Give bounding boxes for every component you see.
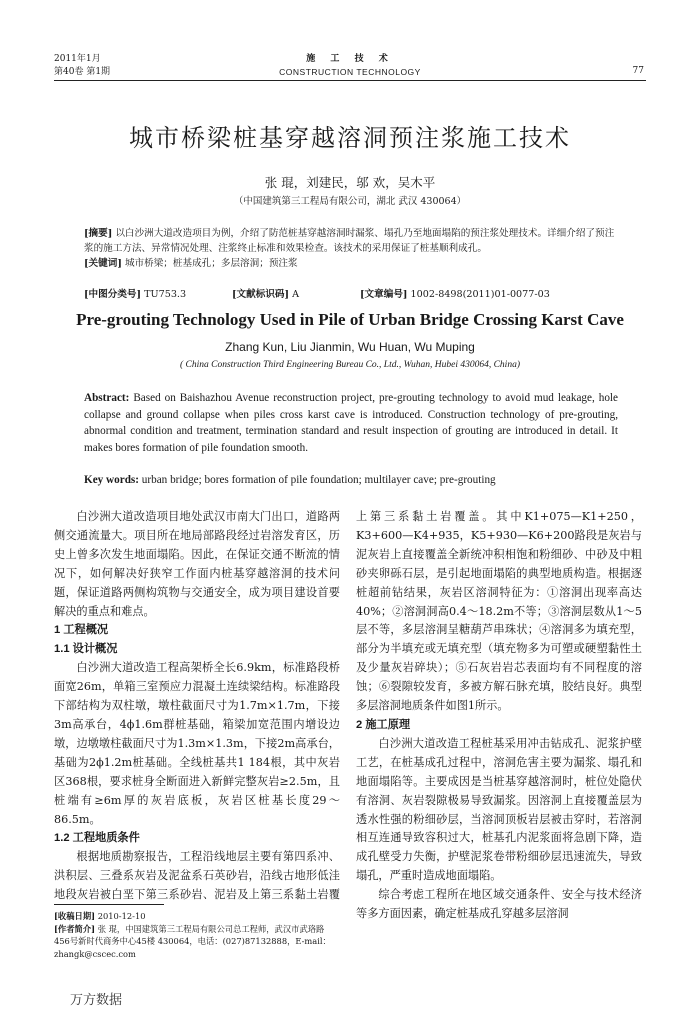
journal-title-cn: 施 工 技 术: [306, 54, 394, 64]
section-heading-2: 2 施工原理: [356, 718, 411, 731]
author-bio: 张 琨，中国建筑第三工程局有限公司总工程师，武汉市武珞路456号新时代商务中心45楼 430064，电话：(027)87132888，E-mail：zhangk@cscec.com: [54, 923, 331, 959]
doc-code-value: A: [292, 289, 300, 300]
article-no-label: [文章编号]: [360, 289, 408, 300]
keywords-cn: 城市桥梁；桩基成孔；多层溶洞；预注浆: [124, 258, 298, 270]
journal-title-en: CONSTRUCTION TECHNOLOGY: [279, 67, 421, 77]
abstract-cn-text: 以白沙洲大道改造项目为例，介绍了防范桩基穿越溶洞时漏浆、塌孔乃至地面塌陷的预注浆处理技术。详细介绍了预注浆的施工方法、异常情况处理、注浆终止标准和效果检查。该技术的采用保证了桩基顺利成孔。: [84, 228, 615, 255]
affiliation-en: ( China Construction Third Engineering Bureau Co., Ltd., Wuhan, Hubei 430064, China): [180, 360, 520, 370]
footnote-divider: [54, 904, 164, 905]
paper-title-en: Pre-grouting Technology Used in Pile of Urban Bridge Crossing Karst Cave: [76, 310, 624, 329]
section-heading-1-2: 1.2 工程地质条件: [54, 832, 140, 845]
page-number: 77: [632, 66, 644, 76]
paper-title-cn: 城市桥梁桩基穿越溶洞预注浆施工技术: [129, 124, 571, 152]
keywords-en-row: [84, 474, 618, 486]
received-date: 2010-12-10: [97, 911, 146, 921]
issue-date: 2011年1月: [54, 54, 101, 64]
footnote: [54, 910, 340, 960]
principle-paragraph: 白沙洲大道改造工程桩基采用冲击钻成孔、泥浆护壁工艺，在桩基成孔过程中，溶洞危害主要为漏浆、塌孔和地面塌陷等。主要成因是当桩基穿越溶洞时，桩位处隐伏有溶洞、灰岩裂隙极易导致漏浆。因溶洞上直接覆盖层为透水性强的粉细砂层，当溶洞顶板岩层被击穿时，若溶洞相互连通导致容积过大，桩基孔内泥浆面将急剧下降，造成孔壁受力失衡，护壁泥浆卷带粉细砂层迅速流失，导致塌孔，严重时造成地面塌陷。: [356, 736, 642, 883]
geology-paragraph: 根据地质勘察报告，工程沿线地层主要有第四系冲、洪积层、三叠系灰岩及泥盆系石英砂岩，沿线古地形低洼地段灰岩被白垩下第三系砂岩、泥岩及上第三系黏土岩覆: [54, 850, 340, 902]
abstract-cn-label: [摘要]: [84, 228, 113, 239]
affiliation-cn: （中国建筑第三工程局有限公司，湖北 武汉 430064）: [233, 196, 467, 207]
wanfang-watermark: 万方数据: [70, 992, 123, 1007]
author-bio-label: [作者简介]: [54, 923, 96, 934]
keywords-cn-label: [关键词]: [84, 258, 122, 270]
running-header-left: [54, 53, 110, 79]
body-right-column: [356, 508, 642, 924]
running-header-journal: [230, 53, 470, 79]
abstract-en-text: Based on Baishazhou Avenue reconstruction project, pre-grouting technology to avoid mud leakage, hole collapse and ground collapse when piles cross karst cave is introduced. Construction technology of pre-grouting, abnormal condition and treatment, termination standard and result inspection of grouting are introduced in detail. It makes bores formation of pile foundation smooth.: [84, 392, 619, 454]
abstract-en-label: Abstract:: [84, 392, 130, 404]
clc-label: [中图分类号]: [84, 289, 142, 300]
section-heading-1-1: 1.1 设计概况: [54, 643, 118, 656]
keywords-en-label: Key words:: [84, 474, 139, 486]
body-left-column: [54, 508, 340, 905]
section-heading-1: 1 工程概况: [54, 624, 109, 637]
keywords-en: urban bridge; bores formation of pile foundation; multilayer cave; pre-grouting: [141, 474, 496, 486]
header-divider: [54, 80, 646, 81]
volume-issue: 第40卷 第1期: [54, 67, 111, 77]
clc-value: TU753.3: [144, 289, 187, 300]
intro-paragraph: 白沙洲大道改造项目地处武汉市南大门出口，道路两侧交通流量大。项目所在地局部路段经过岩溶发育区，历史上曾多次发生地面塌陷。因此，在保证交通不断流的情况下，如何解决好狭窄工作面内桩基穿越溶洞的技术问题，保证道路两侧构筑物与交通安全，成为项目建设首要解决的重点和难点。: [54, 510, 340, 618]
authors-en: Zhang Kun, Liu Jianmin, Wu Huan, Wu Muping: [225, 340, 475, 354]
abstract-en: [84, 390, 618, 456]
article-no-value: 1002-8498(2011)01-0077-03: [410, 289, 550, 300]
authors-cn: 张 琨，刘建民，邬 欢，吴木平: [264, 175, 436, 190]
doc-code-label: [文献标识码]: [232, 289, 290, 300]
abstract-cn: [84, 226, 618, 272]
principle-paragraph-2: 综合考虑工程所在地区域交通条件、安全与技术经济等多方面因素，确定桩基成孔穿越多层溶洞: [356, 888, 642, 921]
geology-paragraph-continued: 上第三系黏土岩覆盖。其中K1+075—K1+250，K3+600—K4+935，K5+930—K6+200路段是灰岩与泥灰岩上直接覆盖全新统冲积相饱和粉细砂、中砂及中粗砂夹卵砾石层，是引起地面塌陷的典型地质构造。根据逐桩超前钻结果，灰岩区溶洞特征为：①溶洞出现率高达40%；②溶洞洞高0.4～18.2m不等；③溶洞层数从1～5层不等，多层溶洞呈糖葫芦串珠状；④溶洞多为填充型，部分为半填充或无填充型（填充物多为可塑或硬塑黏性土及少量灰岩碎块）；⑤石灰岩岩芯表面均有不同程度的溶蚀；⑥裂隙较发育，多被方解石脉充填，胶结良好。典型多层溶洞地质条件如图1所示。: [356, 510, 642, 713]
design-overview-paragraph: 白沙洲大道改造工程高架桥全长6.9km，标准路段桥面宽26m，单箱三室预应力混凝土连续梁结构。标准路段下部结构为双柱墩，墩柱截面尺寸为1.7m×1.7m，下接3m高承台，4ϕ1.6m群桩基础，箱梁加宽范围内增设边墩，边墩墩柱截面尺寸为1.3m×1.3m，下接2m高承台，基础为2ϕ1.2m桩基础。全线桩基共1 184根，其中灰岩区368根，要求桩身全断面进入新鲜完整灰岩≥2.5m，且桩端有≥6m厚的灰岩底板，灰岩区桩基长度29～86.5m。: [54, 661, 340, 826]
received-label: [收稿日期]: [54, 911, 96, 921]
